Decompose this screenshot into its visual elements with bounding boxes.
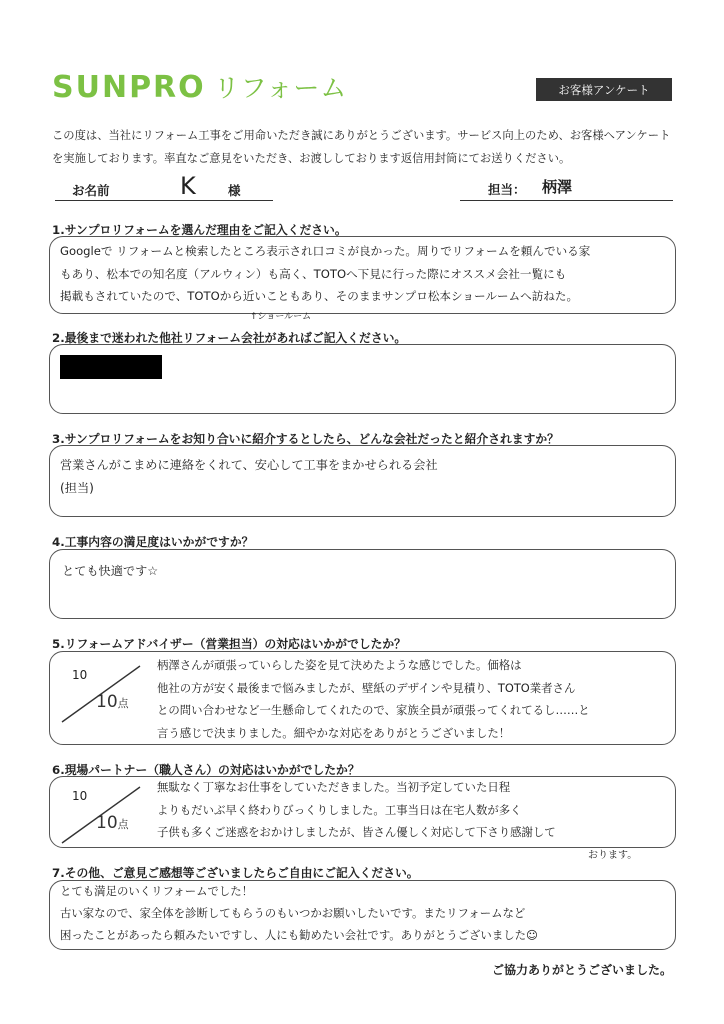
- score-max: 10: [72, 789, 88, 803]
- name-value: K: [180, 172, 196, 200]
- name-suffix: 様: [228, 183, 241, 198]
- question-5-title: 5.リフォームアドバイザー（営業担当）の対応はいかがでしたか？: [52, 637, 406, 651]
- intro-text: [52, 124, 682, 170]
- answer-line: 困ったことがあったら頼みたいですし、人にも勧めたい会社です。ありがとうございました☺: [60, 928, 538, 942]
- question-5-answer: [157, 654, 590, 744]
- question-5-score: [58, 662, 146, 726]
- question-2-title: 2.最後まで迷われた他社リフォーム会社があればご記入ください。: [52, 331, 407, 345]
- score-max: 10: [72, 668, 88, 682]
- question-6-title: 6.現場パートナー（職人さん）の対応はいかがでしたか？: [52, 763, 360, 777]
- score-unit: 点: [117, 697, 129, 710]
- question-1-title: 1.サンプロリフォームを選んだ理由をご記入ください。: [52, 223, 347, 237]
- answer-line: 古い家なので、家全体を診断してもらうのもいつかお願いしたいです。またリフォームなど: [60, 906, 526, 920]
- staff-value: 柄澤: [542, 178, 573, 196]
- answer-line: 言う感じで決まりました。細やかな対応をありがとうございました！: [157, 725, 511, 740]
- question-7-title: 7.その他、ご意見ご感想等ございましたらご自由にご記入ください。: [52, 866, 419, 880]
- name-label: お名前: [72, 183, 110, 198]
- question-4-title: 4.工事内容の満足度はいかがですか？: [52, 535, 254, 549]
- question-4-answer: [62, 560, 158, 583]
- score-value: [96, 692, 129, 712]
- answer-line: とても満足のいくリフォームでした！: [60, 884, 254, 898]
- question-7-answer: [60, 880, 538, 946]
- intro-line: この度は、当社にリフォーム工事をご用命いただき誠にありがとうございます。サービス向上のため、お客様へアンケート: [52, 129, 671, 142]
- name-underline: [55, 200, 273, 201]
- question-3-title: 3.サンプロリフォームをお知り合いに紹介するとしたら、どんな会社だったと紹介されますか？: [52, 432, 559, 446]
- survey-badge: お客様アンケート: [536, 78, 672, 101]
- answer-line: 営業さんがこまめに連絡をくれて、安心して工事をまかせられる会社: [60, 458, 438, 472]
- answer-line: よりもだいぶ早く終わりびっくりしました。工事当日は在宅人数が多く: [157, 802, 522, 817]
- question-1-answer: [60, 240, 590, 308]
- answer-line: Googleで リフォームと検索したところ表示され口コミが良かった。周りでリフォームを頼んでいる家: [60, 244, 591, 258]
- answer-line: 柄澤さんが頑張っていらした姿を見て決めたような感じでした。価格は: [157, 658, 522, 672]
- answer-line: (担当): [60, 480, 94, 495]
- answer-line: とても快適です☆: [62, 564, 159, 578]
- sunpro-logo: [52, 68, 347, 105]
- question-1-note: ↑ショールーム: [250, 312, 312, 322]
- answer-line: もあり、松本での知名度（アルウィン）も高く、TOTOへ下見に行った際にオススメ会社一覧にも: [60, 266, 567, 281]
- logo-brand: SUNPRO: [52, 70, 206, 105]
- score-value: [96, 813, 129, 833]
- answer-line: 掲載もされていたので、TOTOから近いこともあり、そのままサンプロ松本ショールームへ訪ねた。: [60, 289, 579, 303]
- question-3-answer: [60, 454, 438, 499]
- staff-underline: [460, 200, 673, 201]
- question-6-score: [58, 783, 146, 847]
- score-unit: 点: [117, 818, 129, 831]
- staff-label: 担当：: [488, 182, 526, 197]
- score-number: 10: [96, 813, 118, 833]
- question-6-overflow: おります。: [588, 850, 638, 861]
- answer-line: 他社の方が安く最後まで悩みましたが、壁紙のデザインや見積り、TOTO業者さん: [157, 680, 576, 695]
- logo-suffix: リフォーム: [213, 74, 348, 104]
- question-6-answer: [157, 776, 556, 844]
- answer-line: との問い合わせなど一生懸命してくれたので、家族全員が頑張ってくれてるし……と: [157, 703, 590, 717]
- intro-line: を実施しております。率直なご意見をいただき、お渡ししております返信用封筒にてお送りください。: [52, 152, 571, 165]
- answer-line: 無駄なく丁寧なお仕事をしていただきました。当初予定していた日程: [157, 780, 511, 794]
- redacted-block: [60, 355, 162, 379]
- thanks-message: ご協力ありがとうございました。: [491, 963, 672, 977]
- score-number: 10: [96, 692, 118, 712]
- answer-line: 子供も多くご迷惑をおかけしましたが、皆さん優しく対応して下さり感謝して: [157, 825, 556, 839]
